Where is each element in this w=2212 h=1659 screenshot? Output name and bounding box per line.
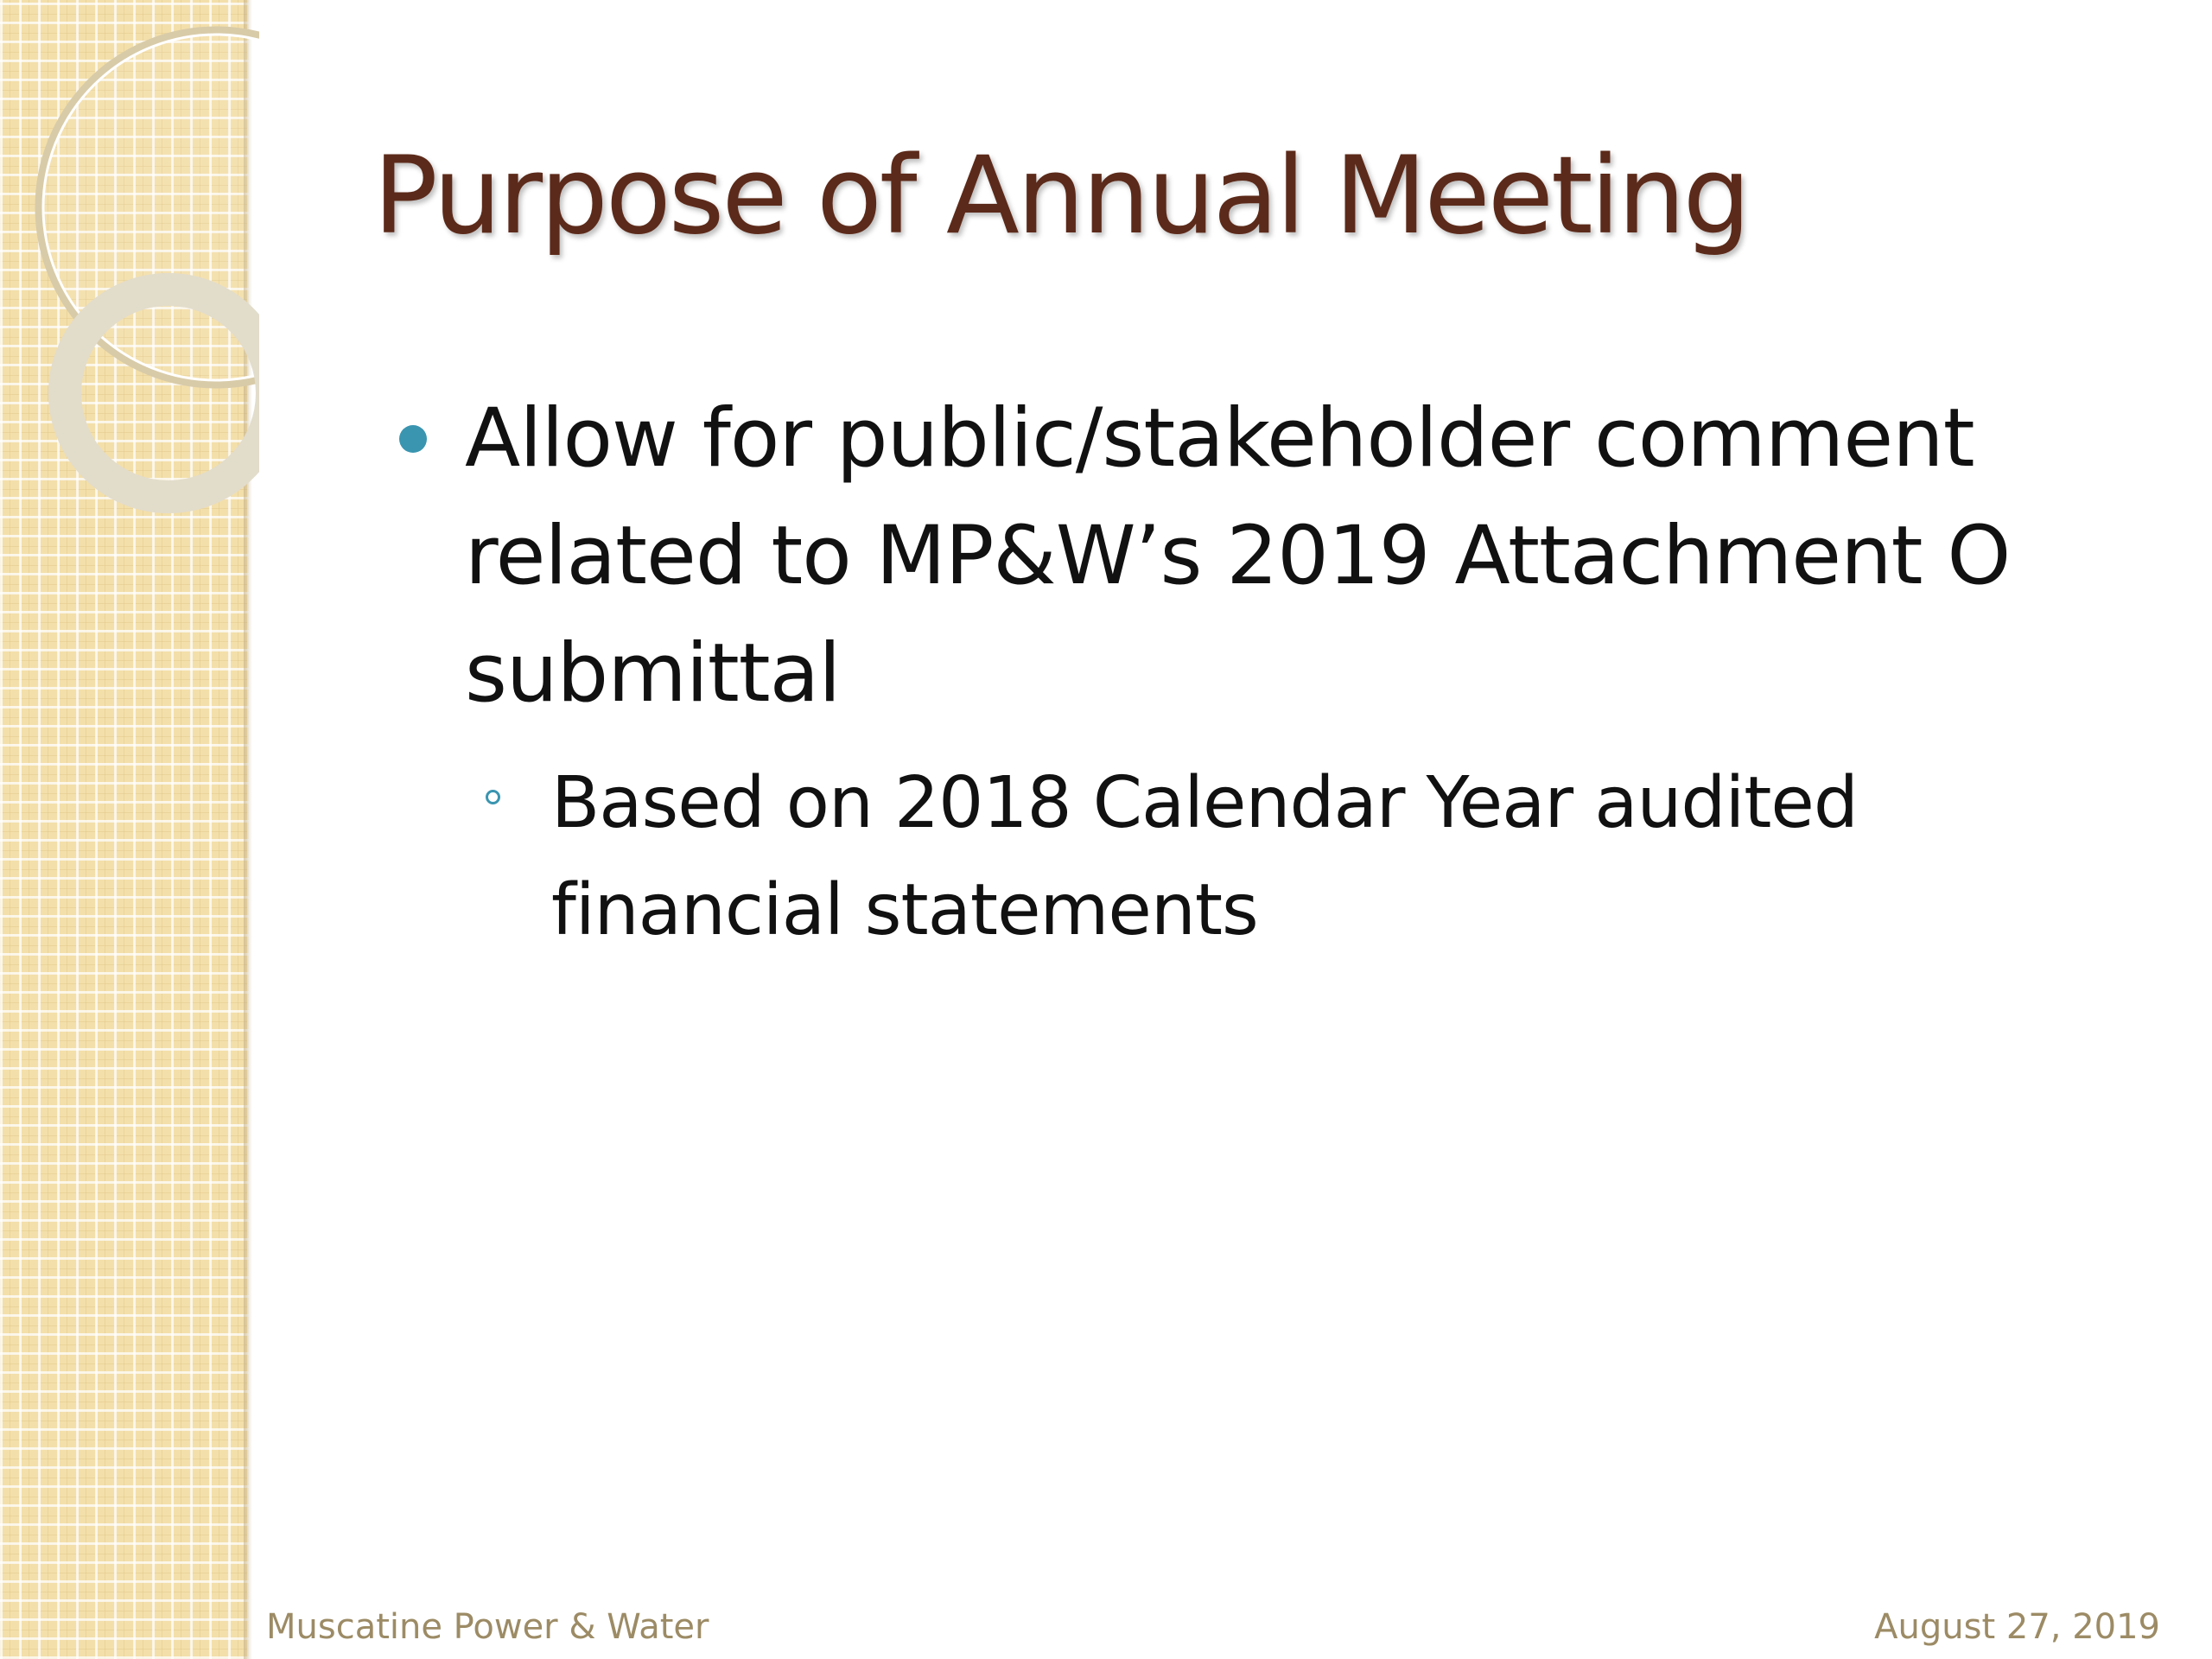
bullet-list: [399, 380, 2162, 964]
footer-date: August 27, 2019: [1874, 1607, 2160, 1647]
bullet-item: [399, 380, 2162, 733]
slide-title: Purpose of Annual Meeting: [373, 134, 1749, 258]
sub-bullet-text: Based on 2018 Calendar Year audited financial statements: [551, 762, 1858, 951]
bullet-dot-icon: [399, 425, 427, 453]
bullet-text: Allow for public/stakeholder comment related to MP&W’s 2019 Attachment O submittal: [465, 391, 2011, 721]
sub-bullet-ring-icon: [486, 790, 500, 804]
footer-organization: Muscatine Power & Water: [266, 1607, 709, 1647]
sub-bullet-item: [486, 750, 2162, 964]
decorative-rings: [0, 0, 259, 553]
